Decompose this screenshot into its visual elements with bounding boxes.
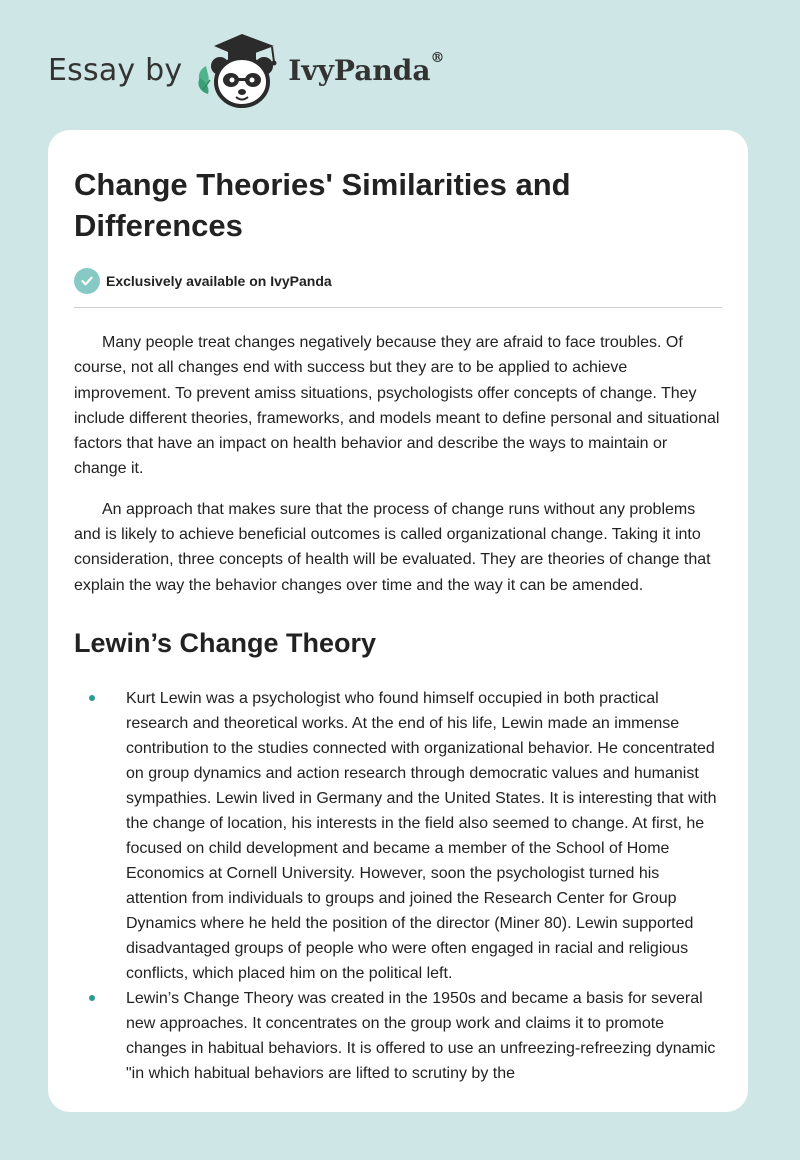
divider [74, 307, 722, 308]
bullet-list [74, 686, 722, 1086]
site-header [48, 30, 444, 110]
registered-mark: ® [430, 49, 445, 66]
bullet-icon [89, 695, 95, 701]
brand-text: IvyPanda [288, 53, 431, 87]
section-heading: Lewin’s Change Theory [74, 627, 377, 658]
essay-content [48, 130, 748, 1086]
check-icon [74, 268, 100, 294]
list-item [126, 986, 722, 1086]
essay-by-label: Essay by [48, 52, 183, 88]
panda-logo-icon[interactable] [194, 30, 286, 110]
list-item-text: Lewin’s Change Theory was created in the 1950s and became a basis for several new approaches. It concentrates on the group work and claims it to promote changes in habitual behaviors. It is offered to use an unfreezing-refreezing dynamic "in which habitual behaviors are lifted to scrutiny by the [126, 989, 716, 1082]
body-paragraph: An approach that makes sure that the process of change runs without any problems and is likely to achieve beneficial outcomes is called organizational change. Taking it into consideration, three concepts of health will be evaluated. They are theories of change that explain the way the behavior changes over time and the way it can be amended. [74, 500, 711, 594]
essay-card [48, 130, 748, 1112]
brand-name[interactable] [288, 49, 445, 87]
essay-title: Change Theories' Similarities and Differences [74, 167, 571, 243]
exclusive-notice [74, 268, 722, 294]
list-item [126, 686, 722, 986]
intro-paragraph: Many people treat changes negatively because they are afraid to face troubles. Of course, not all changes end with success but they are to be applied to achieve improvement. To prevent amiss situations, psychologists offer concepts of change. They include different theories, frameworks, and models meant to define personal and situational factors that have an impact on health behavior and describe the ways to maintain or change it. [74, 334, 720, 478]
bullet-icon [89, 995, 95, 1001]
list-item-text: Kurt Lewin was a psychologist who found himself occupied in both practical research and theoretical works. At the end of his life, Lewin made an immense contribution to the studies connected with organizational behavior. He concentrated on group dynamics and action research through democratic values and humanist sympathies. Lewin lived in Germany and the United States. It is interesting that with the change of location, his interests in the field also seemed to change. At first, he focused on child development and became a member of the School of Home Economics at Cornell University. However, soon the psychologist turned his attention from individuals to groups and joined the Research Center for Group Dynamics where he held the position of the director (Miner 80). Lewin supported disadvantaged groups of people who were often engaged in racial and religious conflicts, which placed him on the political left. [126, 689, 717, 982]
exclusive-label: Exclusively available on IvyPanda [106, 273, 332, 289]
